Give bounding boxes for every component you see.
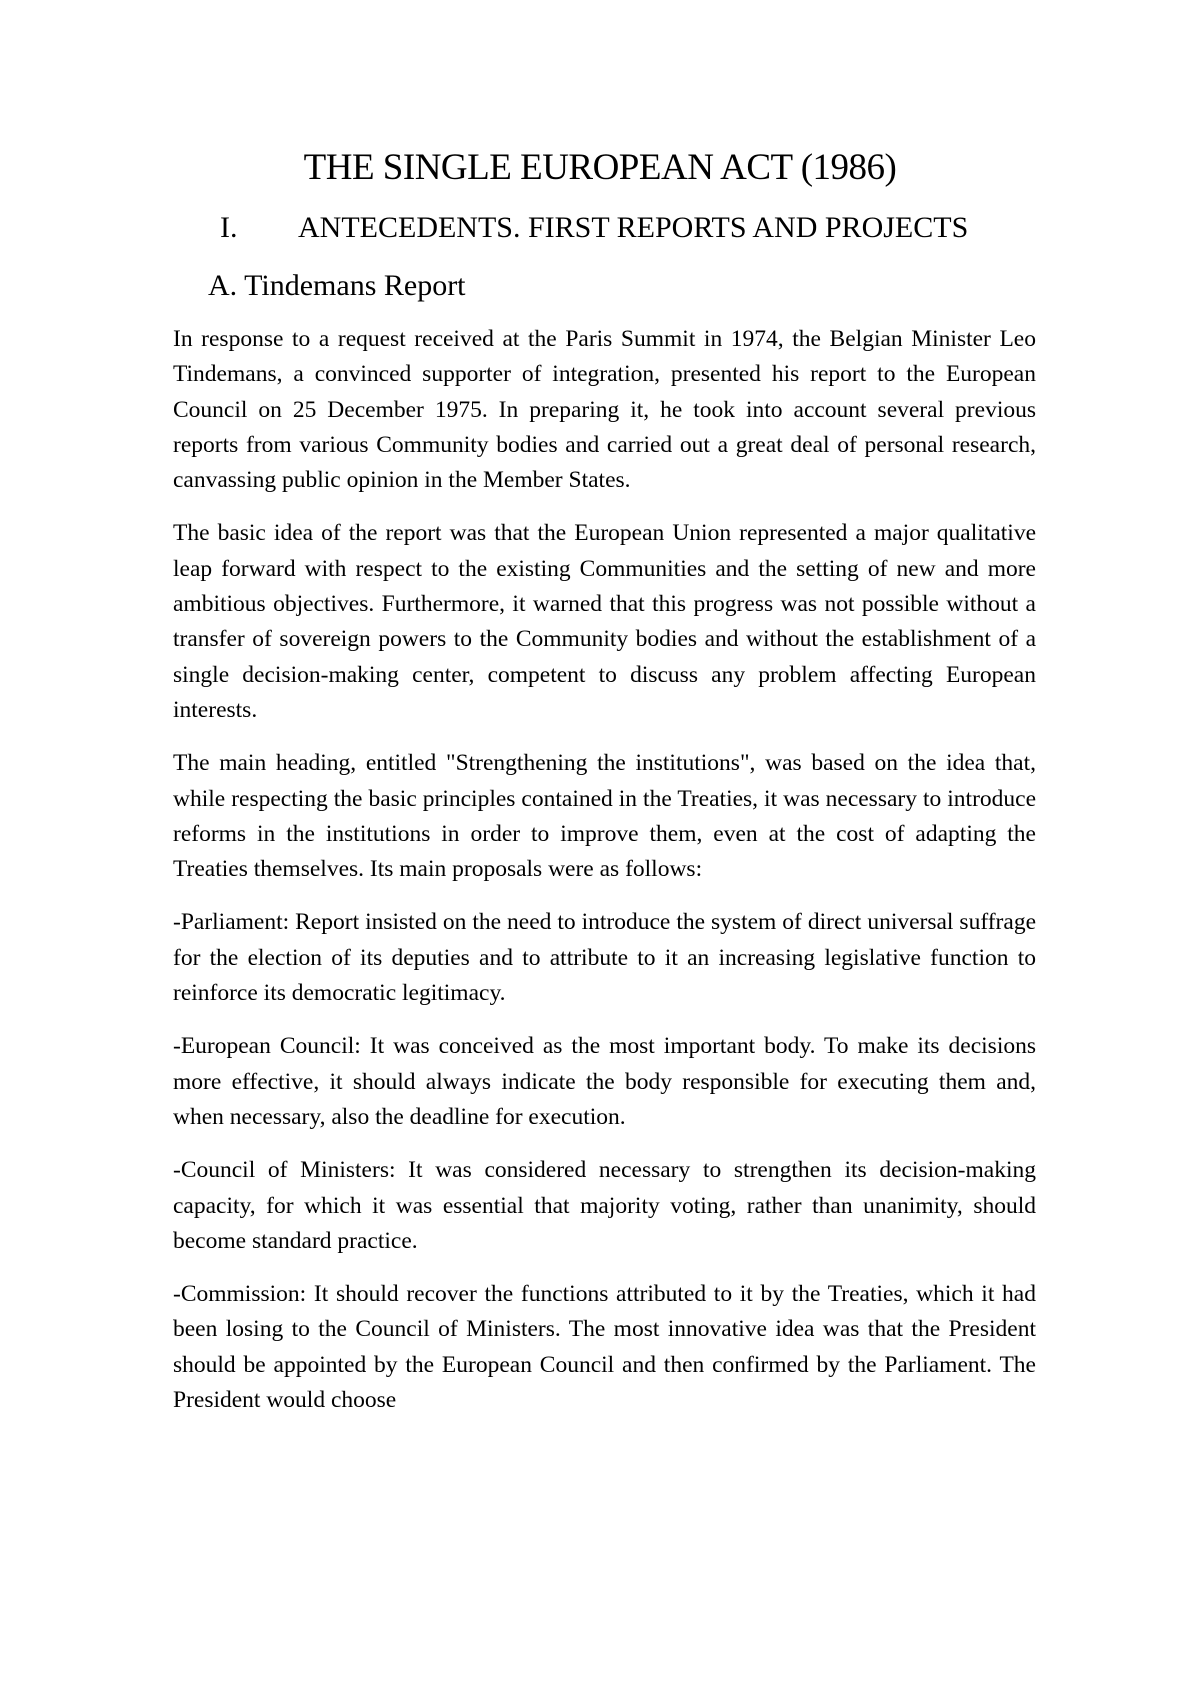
document-title: THE SINGLE EUROPEAN ACT (1986) (303, 147, 897, 188)
paragraph-council-of-ministers: -Council of Ministers: It was considered necessary to strengthen its decision-making capacity, for which it was essential that majority voting, rather than unanimity, should become standard practice. (173, 1157, 1036, 1254)
section-number: I. (220, 211, 238, 244)
paragraph-intro: In response to a request received at the Paris Summit in 1974, the Belgian Minister Leo Tindemans, a convinced supporter of integration, presented his report to the European Council on 25 December 1975. In preparing it, he took into account several previous reports from various Community bodies and carried out a great deal of personal research, canvassing public opinion in the Member States. (173, 326, 1036, 494)
paragraph-parliament: -Parliament: Report insisted on the need to introduce the system of direct universal suffrage for the election of its deputies and to attribute to it an increasing legislative function to reinforce its democratic legitimacy. (173, 909, 1036, 1007)
paragraph-european-council: -European Council: It was conceived as the most important body. To make its decisions more effective, it should always indicate the body responsible for executing them and, when necessary, also the deadline for execution. (173, 1033, 1036, 1130)
document-body (173, 322, 1036, 1436)
paragraph-main-heading: The main heading, entitled "Strengthening the institutions", was based on the idea that, while respecting the basic principles contained in the Treaties, it was necessary to introduce reforms in the institutions in order to improve them, even at the cost of adapting the Treaties themselves. Its main proposals were as follows: (173, 750, 1036, 883)
section-heading (220, 208, 1120, 248)
subsection-heading: A. Tindemans Report (208, 269, 466, 302)
section-title: ANTECEDENTS. FIRST REPORTS AND PROJECTS (298, 211, 969, 244)
paragraph-basic-idea: The basic idea of the report was that the European Union represented a major qualitative leap forward with respect to the existing Communities and the setting of new and more ambitious objectives. Furthermore, it warned that this progress was not possible without a transfer of sovereign powers to the Community bodies and without the establishment of a single decision-making center, competent to discuss any problem affecting European interests. (173, 520, 1036, 723)
paragraph-commission: -Commission: It should recover the functions attributed to it by the Treaties, which it had been losing to the Council of Ministers. The most innovative idea was that the President should be appointed by the European Council and then confirmed by the Parliament. The President would choose (173, 1281, 1036, 1414)
